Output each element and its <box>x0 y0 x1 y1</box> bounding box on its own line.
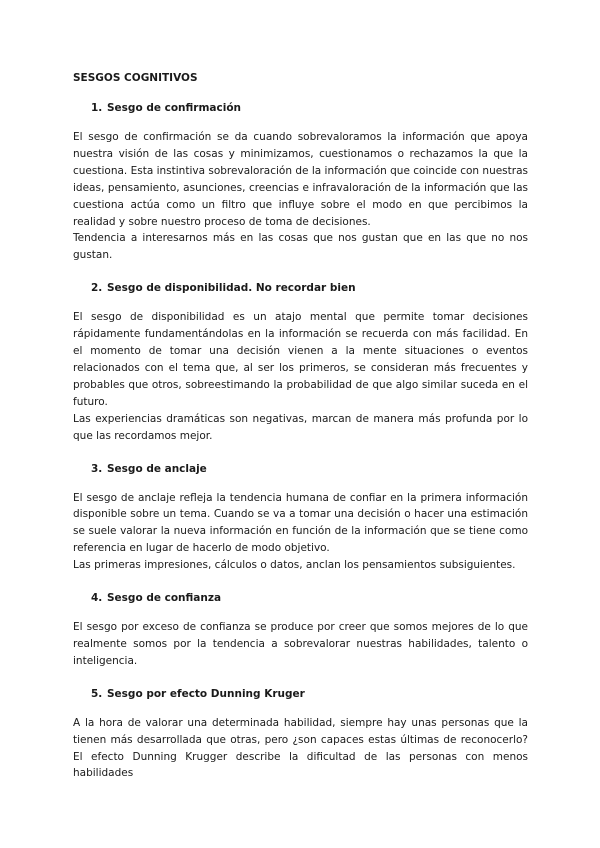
paragraph: El sesgo por exceso de confianza se produce por creer que somos mejores de lo que realmente somos por la tendencia a sobrevalorar nuestras habilidades, talento o inteligencia. <box>73 621 528 667</box>
section-availability-bias <box>73 280 528 444</box>
section-heading <box>73 686 528 702</box>
paragraph: El sesgo de disponibilidad es un atajo mental que permite tomar decisiones rápidamente fundamentándolas en la información se recuerda con más facilidad. En el momento de tomar una decisión vienen a la mente situaciones o eventos relacionados con el tema que, al ser los primeros, se consideran más frecuentes y probables que otros, sobreestimando la probabilidad de que algo similar suceda en el futuro. <box>73 311 528 408</box>
paragraph: Las primeras impresiones, cálculos o datos, anclan los pensamientos subsiguientes. <box>73 559 516 572</box>
section-number: 3. <box>91 462 103 475</box>
paragraph: El sesgo de confirmación se da cuando sobrevaloramos la información que apoya nuestra visión de las cosas y minimizamos, cuestionamos o rechazamos la que la cuestiona. Esta instintiva sobrevaloración de la información que coincide con nuestras ideas, pensamiento, asunciones, creencias e infravaloración de la información que las cuestiona actúa como un filtro que influye sobre el modo en que percibimos la realidad y sobre nuestro proceso de toma de decisiones. <box>73 131 528 228</box>
document-title: SESGOS COGNITIVOS <box>73 72 198 84</box>
section-number: 4. <box>91 592 103 605</box>
paragraph: Las experiencias dramáticas son negativas, marcan de manera más profunda por lo que las recordamos mejor. <box>73 412 528 442</box>
section-title: Sesgo de confirmación <box>107 102 242 114</box>
section-title: Sesgo de confianza <box>107 592 222 605</box>
section-title: Sesgo de anclaje <box>107 462 207 475</box>
section-heading <box>73 590 528 606</box>
section-title: Sesgo por efecto Dunning Kruger <box>107 687 305 700</box>
paragraph: A la hora de valorar una determinada habilidad, siempre hay unas personas que la tienen más desarrollada que otras, pero ¿son capaces estas últimas de reconocerlo? El efecto Dunning Krugger describe la dificultad de las personas con menos habilidades <box>73 716 528 780</box>
section-title: Sesgo de disponibilidad. No recordar bien <box>107 282 356 295</box>
section-anchoring-bias <box>73 461 528 575</box>
section-heading <box>73 461 528 477</box>
paragraph: Tendencia a interesarnos más en las cosas que nos gustan que en las que no nos gustan. <box>73 232 528 262</box>
section-confidence-bias <box>73 590 528 670</box>
section-number: 2. <box>91 282 103 295</box>
paragraph: El sesgo de anclaje refleja la tendencia humana de confiar en la primera información disponible sobre un tema. Cuando se va a tomar una decisión o hacer una estimación se suele valorar la nueva información en función de la información que se tiene como referencia en lugar de hacerlo de modo objetivo. <box>73 491 528 555</box>
section-dunning-kruger <box>73 686 528 783</box>
section-heading <box>73 100 528 116</box>
section-number: 1. <box>91 102 103 114</box>
section-heading <box>73 280 528 296</box>
document-page <box>73 70 528 798</box>
section-confirmation-bias <box>73 100 528 264</box>
section-number: 5. <box>91 687 103 700</box>
